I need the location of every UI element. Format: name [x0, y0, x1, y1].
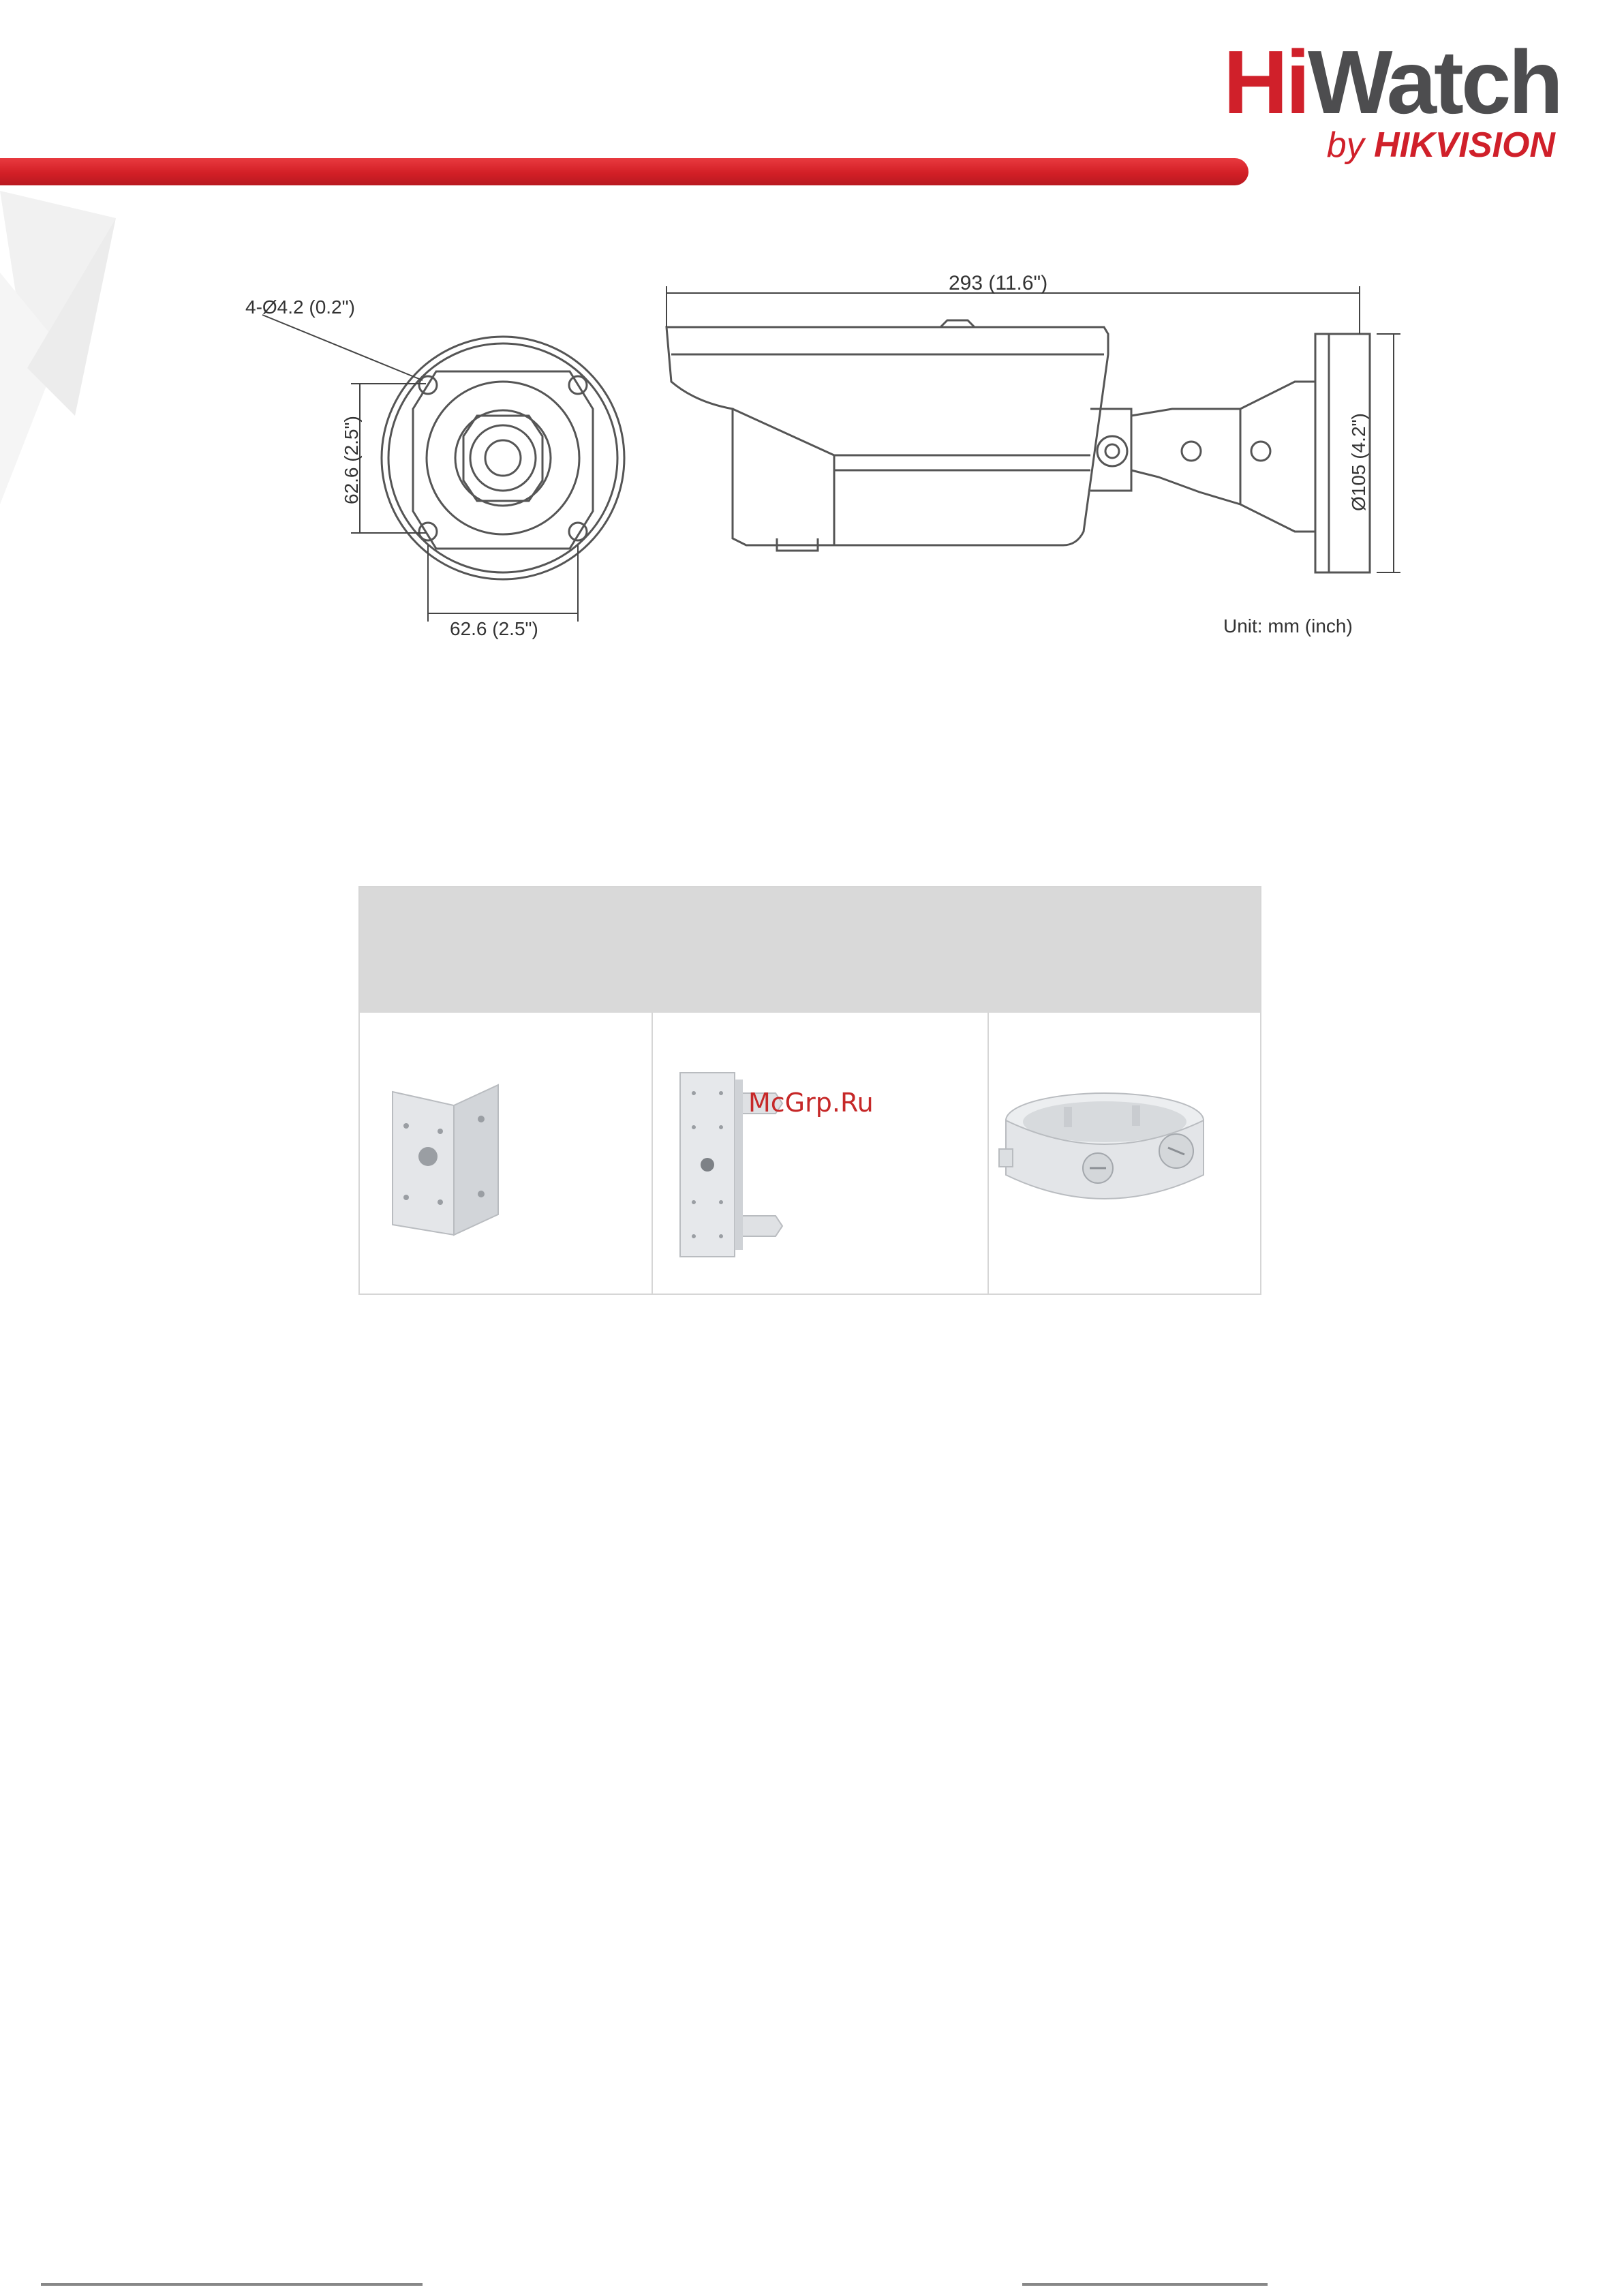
- watermark: McGrp.Ru: [748, 1088, 874, 1118]
- logo-hikvision: HIKVISION: [1374, 125, 1555, 165]
- length-dim-label: 293 (11.6"): [949, 272, 1048, 294]
- dimension-drawing: [0, 0, 1624, 654]
- diameter-dim-label: Ø105 (4.2"): [1348, 413, 1369, 511]
- side-view: [667, 320, 1370, 572]
- accessories-table-header: [360, 887, 1260, 1013]
- logo-hi: Hi: [1223, 32, 1308, 132]
- junction-box-icon: [996, 1086, 1214, 1216]
- footer-rule-right: [1022, 2283, 1268, 2286]
- logo-by: by: [1326, 125, 1375, 165]
- hole-label: 4-Ø4.2 (0.2"): [245, 296, 355, 318]
- unit-label: Unit: mm (inch): [1223, 615, 1353, 637]
- corner-mount-bracket-icon: [379, 1078, 515, 1242]
- horizontal-dim-label: 62.6 (2.5"): [450, 618, 538, 639]
- accessory-cell-corner-mount: [360, 1013, 653, 1295]
- footer-rule-left: [41, 2283, 423, 2286]
- accessory-cell-pole-mount: [653, 1013, 989, 1295]
- vertical-dim-label: 62.6 (2.5"): [341, 416, 362, 504]
- front-view: [382, 337, 624, 579]
- mount-holes: [419, 376, 587, 540]
- accessory-cell-junction-box: [989, 1013, 1261, 1295]
- logo-watch: Watch: [1307, 32, 1561, 132]
